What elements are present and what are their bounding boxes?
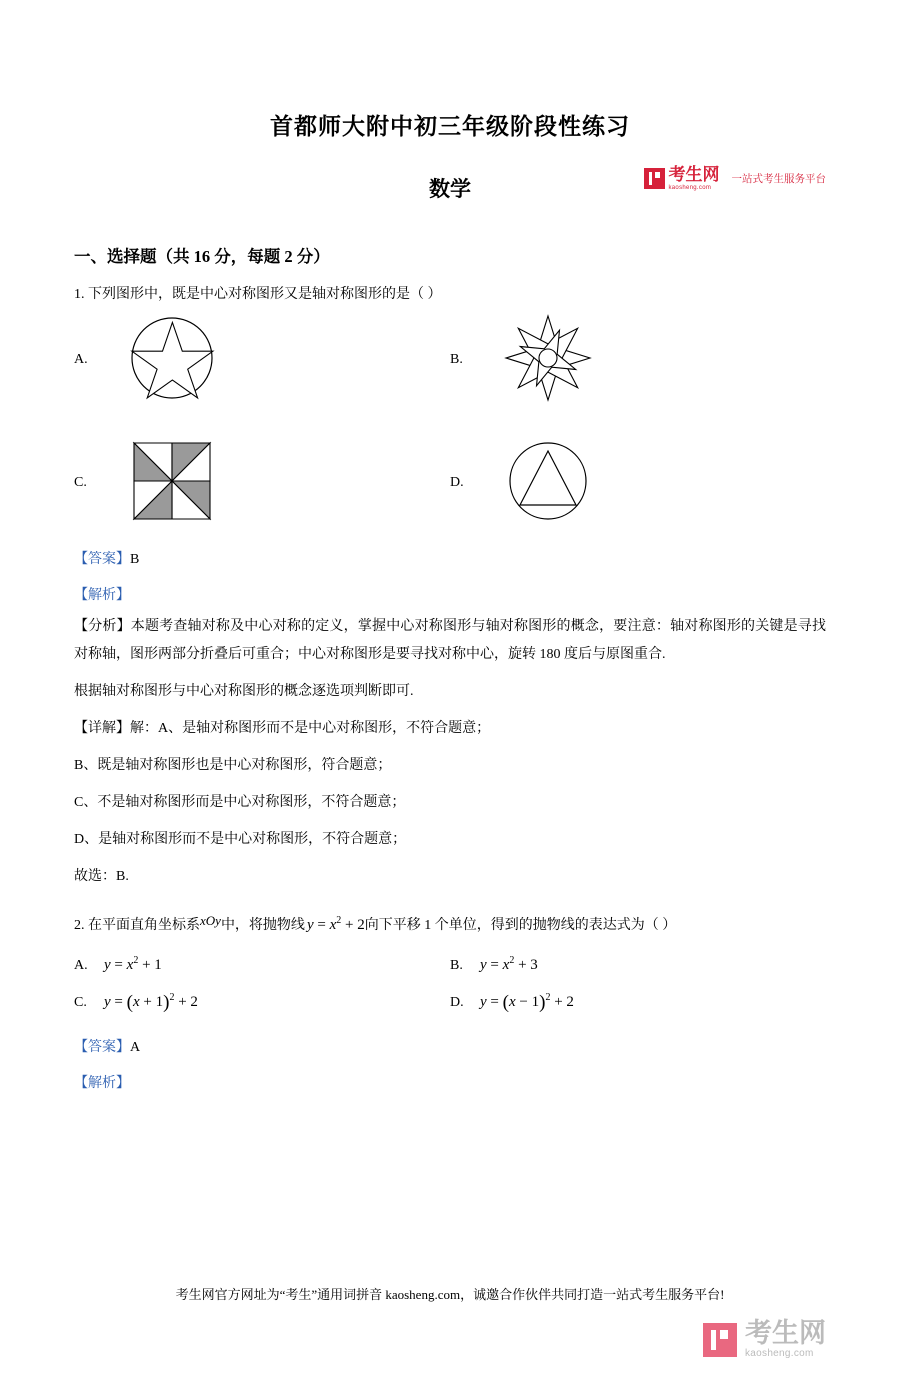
brand-name-en-footer: kaosheng.com — [745, 1348, 814, 1359]
option-B-2-expr: $y = x^2 + 3$ — [480, 954, 538, 973]
option-B-2[interactable] — [450, 955, 826, 974]
question-1-analysis-p7: 故选：B. — [74, 868, 129, 884]
option-A[interactable] — [74, 312, 450, 409]
answer-value-2: A — [130, 1039, 141, 1055]
question-2-analysis-label: 【解析】 — [74, 1075, 130, 1091]
question-1-analysis-p1: 【分析】本题考查轴对称及中心对称的定义，掌握中心对称图形与轴对称图形的概念，要注意：轴对称图形的关键是寻找对称轴，图形两部分折叠后可重合；中心对称图形是要寻找对称中心，旋转 180 度后与原图重合. — [74, 618, 826, 662]
option-C-letter: C. — [74, 475, 87, 491]
question-2-stem — [74, 911, 826, 937]
option-A-letter: A. — [74, 352, 88, 368]
brand-logo-header — [644, 166, 827, 191]
question-1-analysis-p2: 根据轴对称图形与中心对称图形的概念逐选项判断即可. — [74, 683, 414, 699]
question-1-analysis-p3: 【详解】解：A、是轴对称图形而不是中心对称图形，不符合题意； — [74, 720, 491, 736]
kaosheng-logo-icon-footer — [703, 1323, 737, 1357]
brand-name-en: kaosheng.com — [668, 185, 712, 191]
question-1-stem: 1. 下列图形中，既是中心对称图形又是轴对称图形的是（ ） — [74, 287, 442, 302]
question-1-analysis-label: 【解析】 — [74, 587, 130, 603]
brand-name-cn-footer: 考生网 — [745, 1318, 826, 1348]
option-C[interactable] — [74, 435, 450, 532]
brand-logo-mark — [644, 166, 720, 191]
question-2-options-row-1 — [74, 955, 826, 974]
page-title: 首都师大附中初三年级阶段性练习 — [270, 114, 630, 139]
question-2-coord: xOy — [200, 912, 221, 928]
answer-value: B — [130, 551, 140, 567]
option-C-2-letter: C. — [74, 994, 87, 1010]
option-A-2-letter: A. — [74, 957, 88, 973]
question-1-options-row-1 — [74, 312, 826, 409]
question-1-analysis-p5: C、不是轴对称图形而是中心对称图形，不符合题意； — [74, 794, 406, 810]
answer-label-2: 【答案】 — [74, 1039, 130, 1055]
option-D-letter: D. — [450, 475, 464, 491]
eight-point-star-icon — [498, 312, 598, 409]
option-C-2-expr: $y = (x + 1)^2 + 2$ — [104, 991, 198, 1013]
option-C-2[interactable] — [74, 992, 450, 1014]
question-1-answer — [74, 548, 826, 568]
triangle-in-circle-icon — [498, 435, 598, 532]
document-page — [0, 108, 900, 1381]
option-B-letter: B. — [450, 352, 463, 368]
option-D-2[interactable] — [450, 992, 826, 1014]
option-D-2-letter: D. — [450, 994, 464, 1010]
option-D[interactable] — [450, 435, 826, 532]
footer-note: 考生网官方网址为“考生”通用词拼音 kaosheng.com，诚邀合作伙伴共同打造一站式考生服务平台! — [175, 1287, 725, 1302]
brand-logo-text-footer — [745, 1320, 826, 1359]
question-1-options-row-2 — [74, 435, 826, 532]
question-2-answer — [74, 1036, 826, 1056]
brand-logo-footer — [703, 1320, 826, 1359]
brand-name-cn: 考生网 — [668, 165, 720, 184]
option-D-2-expr: $y = (x - 1)^2 + 2$ — [480, 991, 574, 1013]
subject-title: 数学 — [429, 177, 471, 201]
question-2-stem-pre: 2. 在平面直角坐标系 — [74, 917, 200, 933]
question-1-analysis-p4: B、既是轴对称图形也是中心对称图形，符合题意； — [74, 757, 392, 773]
question-2-options-row-2 — [74, 992, 826, 1014]
question-2-stem-mid: 中，将抛物线 — [220, 917, 305, 933]
section-heading-choice: 一、选择题（共 16 分，每题 2 分） — [74, 247, 330, 266]
star-in-circle-icon — [122, 312, 222, 409]
question-2-formula: $y = x^2 + 2$ — [306, 914, 365, 933]
option-A-2[interactable] — [74, 955, 450, 974]
question-2-stem-post: 向下平移 1 个单位，得到的抛物线的表达式为（ ） — [364, 917, 677, 933]
brand-slogan: 一站式考生服务平台 — [731, 173, 826, 185]
option-A-2-expr: $y = x^2 + 1$ — [104, 954, 162, 973]
option-B[interactable] — [450, 312, 826, 409]
pinwheel-icon — [122, 435, 222, 532]
question-1-analysis-p6: D、是轴对称图形而不是中心对称图形，不符合题意； — [74, 831, 407, 847]
brand-logo-text — [669, 166, 720, 191]
answer-label: 【答案】 — [74, 551, 130, 567]
kaosheng-logo-icon — [644, 168, 665, 189]
option-B-2-letter: B. — [450, 957, 463, 973]
